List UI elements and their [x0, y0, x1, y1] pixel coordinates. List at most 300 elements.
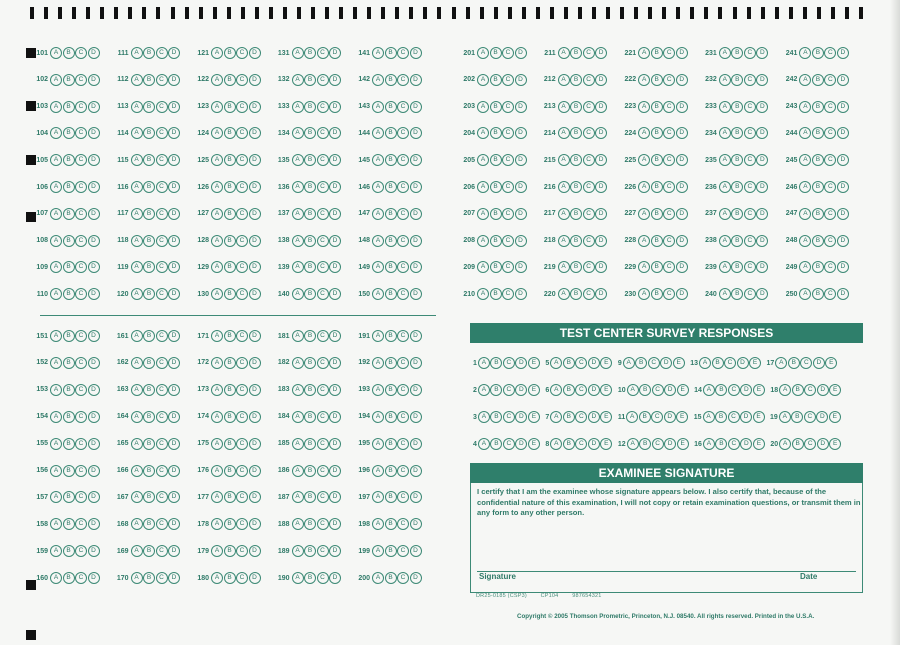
answer-bubble-c[interactable]: C	[236, 411, 248, 423]
answer-bubble-c[interactable]: C	[236, 261, 248, 273]
answer-bubble-c[interactable]: C	[583, 74, 595, 86]
answer-bubble-c[interactable]: C	[317, 208, 329, 220]
answer-bubble-c[interactable]: C	[824, 208, 836, 220]
answer-bubble-d[interactable]: D	[249, 261, 261, 273]
answer-bubble-b[interactable]: B	[63, 491, 75, 503]
survey-bubble-c[interactable]: C	[804, 438, 816, 450]
answer-bubble-b[interactable]: B	[490, 208, 502, 220]
answer-bubble-b[interactable]: B	[570, 288, 582, 300]
survey-bubble-b[interactable]: B	[563, 384, 575, 396]
survey-bubble-e[interactable]: E	[528, 411, 540, 423]
answer-bubble-d[interactable]: D	[410, 261, 422, 273]
answer-bubble-a[interactable]: A	[211, 235, 223, 247]
answer-bubble-b[interactable]: B	[731, 101, 743, 113]
answer-bubble-b[interactable]: B	[490, 154, 502, 166]
answer-bubble-c[interactable]: C	[236, 357, 248, 369]
answer-bubble-a[interactable]: A	[372, 545, 384, 557]
answer-bubble-c[interactable]: C	[397, 518, 409, 530]
answer-bubble-d[interactable]: D	[837, 101, 849, 113]
answer-bubble-d[interactable]: D	[168, 154, 180, 166]
answer-bubble-a[interactable]: A	[50, 518, 62, 530]
answer-bubble-a[interactable]: A	[211, 47, 223, 59]
answer-bubble-b[interactable]: B	[143, 47, 155, 59]
answer-bubble-b[interactable]: B	[143, 235, 155, 247]
answer-bubble-d[interactable]: D	[676, 74, 688, 86]
answer-bubble-b[interactable]: B	[812, 127, 824, 139]
answer-bubble-a[interactable]: A	[638, 288, 650, 300]
answer-bubble-d[interactable]: D	[329, 491, 341, 503]
answer-bubble-b[interactable]: B	[224, 518, 236, 530]
answer-bubble-d[interactable]: D	[676, 288, 688, 300]
answer-bubble-d[interactable]: D	[168, 384, 180, 396]
answer-bubble-b[interactable]: B	[570, 261, 582, 273]
answer-bubble-d[interactable]: D	[88, 208, 100, 220]
answer-bubble-c[interactable]: C	[744, 127, 756, 139]
answer-bubble-d[interactable]: D	[595, 101, 607, 113]
answer-bubble-d[interactable]: D	[88, 101, 100, 113]
answer-bubble-d[interactable]: D	[837, 47, 849, 59]
answer-bubble-a[interactable]: A	[50, 384, 62, 396]
answer-bubble-b[interactable]: B	[143, 288, 155, 300]
answer-bubble-a[interactable]: A	[638, 261, 650, 273]
answer-bubble-b[interactable]: B	[143, 518, 155, 530]
answer-bubble-d[interactable]: D	[595, 181, 607, 193]
answer-bubble-a[interactable]: A	[211, 101, 223, 113]
answer-bubble-d[interactable]: D	[249, 101, 261, 113]
answer-bubble-b[interactable]: B	[304, 518, 316, 530]
answer-bubble-a[interactable]: A	[638, 74, 650, 86]
answer-bubble-c[interactable]: C	[236, 127, 248, 139]
answer-bubble-c[interactable]: C	[317, 438, 329, 450]
answer-bubble-a[interactable]: A	[292, 261, 304, 273]
answer-bubble-a[interactable]: A	[131, 47, 143, 59]
survey-bubble-c[interactable]: C	[575, 438, 587, 450]
answer-bubble-c[interactable]: C	[75, 465, 87, 477]
answer-bubble-b[interactable]: B	[651, 101, 663, 113]
answer-bubble-c[interactable]: C	[317, 261, 329, 273]
answer-bubble-b[interactable]: B	[731, 154, 743, 166]
answer-bubble-d[interactable]: D	[410, 545, 422, 557]
answer-bubble-a[interactable]: A	[477, 181, 489, 193]
answer-bubble-c[interactable]: C	[583, 101, 595, 113]
answer-bubble-b[interactable]: B	[224, 261, 236, 273]
answer-bubble-a[interactable]: A	[372, 208, 384, 220]
answer-bubble-c[interactable]: C	[397, 261, 409, 273]
answer-bubble-a[interactable]: A	[477, 127, 489, 139]
answer-bubble-b[interactable]: B	[385, 74, 397, 86]
survey-bubble-e[interactable]: E	[829, 438, 841, 450]
answer-bubble-d[interactable]: D	[329, 288, 341, 300]
answer-bubble-c[interactable]: C	[502, 47, 514, 59]
answer-bubble-d[interactable]: D	[676, 235, 688, 247]
answer-bubble-c[interactable]: C	[75, 288, 87, 300]
answer-bubble-b[interactable]: B	[304, 127, 316, 139]
answer-bubble-a[interactable]: A	[131, 384, 143, 396]
survey-bubble-c[interactable]: C	[804, 384, 816, 396]
answer-bubble-a[interactable]: A	[558, 74, 570, 86]
answer-bubble-c[interactable]: C	[502, 235, 514, 247]
answer-bubble-c[interactable]: C	[156, 357, 168, 369]
answer-bubble-c[interactable]: C	[236, 288, 248, 300]
answer-bubble-c[interactable]: C	[75, 384, 87, 396]
answer-bubble-a[interactable]: A	[211, 181, 223, 193]
answer-bubble-c[interactable]: C	[317, 357, 329, 369]
answer-bubble-a[interactable]: A	[131, 545, 143, 557]
answer-bubble-b[interactable]: B	[143, 491, 155, 503]
answer-bubble-a[interactable]: A	[211, 572, 223, 584]
answer-bubble-a[interactable]: A	[50, 330, 62, 342]
answer-bubble-a[interactable]: A	[372, 518, 384, 530]
answer-bubble-c[interactable]: C	[156, 384, 168, 396]
answer-bubble-b[interactable]: B	[812, 288, 824, 300]
answer-bubble-d[interactable]: D	[410, 74, 422, 86]
answer-bubble-b[interactable]: B	[304, 288, 316, 300]
answer-bubble-a[interactable]: A	[50, 181, 62, 193]
answer-bubble-a[interactable]: A	[211, 208, 223, 220]
answer-bubble-d[interactable]: D	[756, 101, 768, 113]
answer-bubble-c[interactable]: C	[236, 47, 248, 59]
answer-bubble-c[interactable]: C	[317, 288, 329, 300]
survey-bubble-a[interactable]: A	[627, 384, 639, 396]
answer-bubble-b[interactable]: B	[143, 411, 155, 423]
answer-bubble-d[interactable]: D	[515, 154, 527, 166]
answer-bubble-b[interactable]: B	[651, 74, 663, 86]
answer-bubble-d[interactable]: D	[88, 235, 100, 247]
answer-bubble-c[interactable]: C	[75, 181, 87, 193]
answer-bubble-d[interactable]: D	[88, 465, 100, 477]
answer-bubble-d[interactable]: D	[676, 127, 688, 139]
survey-bubble-e[interactable]: E	[753, 384, 765, 396]
answer-bubble-b[interactable]: B	[63, 74, 75, 86]
answer-bubble-a[interactable]: A	[799, 208, 811, 220]
answer-bubble-a[interactable]: A	[558, 261, 570, 273]
answer-bubble-d[interactable]: D	[515, 261, 527, 273]
answer-bubble-c[interactable]: C	[583, 181, 595, 193]
answer-bubble-a[interactable]: A	[131, 411, 143, 423]
answer-bubble-a[interactable]: A	[131, 74, 143, 86]
answer-bubble-c[interactable]: C	[156, 465, 168, 477]
answer-bubble-d[interactable]: D	[410, 357, 422, 369]
survey-bubble-e[interactable]: E	[753, 411, 765, 423]
answer-bubble-d[interactable]: D	[756, 208, 768, 220]
answer-bubble-c[interactable]: C	[397, 47, 409, 59]
answer-bubble-a[interactable]: A	[50, 101, 62, 113]
answer-bubble-c[interactable]: C	[824, 47, 836, 59]
answer-bubble-b[interactable]: B	[63, 545, 75, 557]
answer-bubble-d[interactable]: D	[329, 101, 341, 113]
answer-bubble-c[interactable]: C	[824, 235, 836, 247]
answer-bubble-a[interactable]: A	[211, 491, 223, 503]
answer-bubble-c[interactable]: C	[397, 357, 409, 369]
answer-bubble-b[interactable]: B	[812, 208, 824, 220]
answer-bubble-a[interactable]: A	[372, 465, 384, 477]
survey-bubble-a[interactable]: A	[550, 357, 562, 369]
answer-bubble-b[interactable]: B	[224, 127, 236, 139]
answer-bubble-a[interactable]: A	[719, 261, 731, 273]
answer-bubble-c[interactable]: C	[317, 572, 329, 584]
answer-bubble-b[interactable]: B	[143, 357, 155, 369]
survey-bubble-b[interactable]: B	[639, 438, 651, 450]
survey-bubble-a[interactable]: A	[703, 384, 715, 396]
answer-bubble-d[interactable]: D	[410, 465, 422, 477]
answer-bubble-d[interactable]: D	[329, 357, 341, 369]
answer-bubble-d[interactable]: D	[168, 181, 180, 193]
answer-bubble-a[interactable]: A	[292, 545, 304, 557]
answer-bubble-a[interactable]: A	[558, 101, 570, 113]
answer-bubble-a[interactable]: A	[211, 154, 223, 166]
answer-bubble-b[interactable]: B	[304, 330, 316, 342]
answer-bubble-b[interactable]: B	[143, 572, 155, 584]
answer-bubble-c[interactable]: C	[75, 438, 87, 450]
answer-bubble-b[interactable]: B	[651, 154, 663, 166]
answer-bubble-a[interactable]: A	[719, 181, 731, 193]
answer-bubble-a[interactable]: A	[50, 127, 62, 139]
answer-bubble-d[interactable]: D	[329, 518, 341, 530]
survey-bubble-d[interactable]: D	[737, 357, 749, 369]
answer-bubble-a[interactable]: A	[131, 181, 143, 193]
answer-bubble-b[interactable]: B	[304, 208, 316, 220]
survey-bubble-a[interactable]: A	[478, 357, 490, 369]
answer-bubble-b[interactable]: B	[143, 208, 155, 220]
answer-bubble-c[interactable]: C	[317, 101, 329, 113]
answer-bubble-a[interactable]: A	[211, 74, 223, 86]
answer-bubble-a[interactable]: A	[131, 438, 143, 450]
answer-bubble-a[interactable]: A	[292, 357, 304, 369]
answer-bubble-b[interactable]: B	[385, 288, 397, 300]
answer-bubble-c[interactable]: C	[236, 74, 248, 86]
answer-bubble-d[interactable]: D	[168, 261, 180, 273]
answer-bubble-c[interactable]: C	[236, 491, 248, 503]
answer-bubble-c[interactable]: C	[236, 101, 248, 113]
answer-bubble-c[interactable]: C	[317, 411, 329, 423]
answer-bubble-a[interactable]: A	[292, 154, 304, 166]
answer-bubble-b[interactable]: B	[651, 208, 663, 220]
answer-bubble-b[interactable]: B	[570, 127, 582, 139]
answer-bubble-a[interactable]: A	[638, 208, 650, 220]
answer-bubble-b[interactable]: B	[224, 208, 236, 220]
answer-bubble-b[interactable]: B	[224, 357, 236, 369]
answer-bubble-b[interactable]: B	[224, 235, 236, 247]
answer-bubble-c[interactable]: C	[663, 101, 675, 113]
answer-bubble-c[interactable]: C	[397, 465, 409, 477]
survey-bubble-e[interactable]: E	[528, 357, 540, 369]
answer-bubble-d[interactable]: D	[410, 288, 422, 300]
answer-bubble-d[interactable]: D	[676, 261, 688, 273]
answer-bubble-d[interactable]: D	[168, 518, 180, 530]
survey-bubble-a[interactable]: A	[779, 438, 791, 450]
survey-bubble-c[interactable]: C	[575, 411, 587, 423]
answer-bubble-a[interactable]: A	[292, 288, 304, 300]
answer-bubble-d[interactable]: D	[249, 127, 261, 139]
answer-bubble-b[interactable]: B	[224, 330, 236, 342]
answer-bubble-c[interactable]: C	[397, 491, 409, 503]
survey-bubble-d[interactable]: D	[515, 438, 527, 450]
answer-bubble-a[interactable]: A	[211, 357, 223, 369]
survey-bubble-c[interactable]: C	[652, 438, 664, 450]
answer-bubble-c[interactable]: C	[397, 74, 409, 86]
answer-bubble-b[interactable]: B	[385, 261, 397, 273]
answer-bubble-a[interactable]: A	[292, 181, 304, 193]
survey-bubble-a[interactable]: A	[779, 411, 791, 423]
answer-bubble-d[interactable]: D	[837, 261, 849, 273]
answer-bubble-b[interactable]: B	[63, 261, 75, 273]
answer-bubble-c[interactable]: C	[75, 572, 87, 584]
answer-bubble-a[interactable]: A	[799, 154, 811, 166]
answer-bubble-a[interactable]: A	[211, 384, 223, 396]
answer-bubble-d[interactable]: D	[837, 288, 849, 300]
answer-bubble-b[interactable]: B	[385, 572, 397, 584]
answer-bubble-d[interactable]: D	[249, 181, 261, 193]
answer-bubble-b[interactable]: B	[570, 101, 582, 113]
answer-bubble-c[interactable]: C	[397, 181, 409, 193]
answer-bubble-c[interactable]: C	[75, 101, 87, 113]
survey-bubble-a[interactable]: A	[623, 357, 635, 369]
answer-bubble-c[interactable]: C	[156, 491, 168, 503]
answer-bubble-c[interactable]: C	[156, 572, 168, 584]
answer-bubble-b[interactable]: B	[224, 411, 236, 423]
answer-bubble-b[interactable]: B	[143, 261, 155, 273]
answer-bubble-b[interactable]: B	[63, 127, 75, 139]
answer-bubble-b[interactable]: B	[304, 572, 316, 584]
answer-bubble-b[interactable]: B	[143, 330, 155, 342]
answer-bubble-c[interactable]: C	[75, 47, 87, 59]
answer-bubble-c[interactable]: C	[502, 127, 514, 139]
answer-bubble-b[interactable]: B	[224, 438, 236, 450]
answer-bubble-d[interactable]: D	[756, 235, 768, 247]
survey-bubble-b[interactable]: B	[715, 438, 727, 450]
answer-bubble-a[interactable]: A	[372, 438, 384, 450]
answer-bubble-c[interactable]: C	[824, 261, 836, 273]
answer-bubble-a[interactable]: A	[292, 491, 304, 503]
answer-bubble-b[interactable]: B	[143, 465, 155, 477]
answer-bubble-b[interactable]: B	[731, 127, 743, 139]
survey-bubble-d[interactable]: D	[740, 384, 752, 396]
answer-bubble-d[interactable]: D	[410, 208, 422, 220]
answer-bubble-b[interactable]: B	[304, 181, 316, 193]
answer-bubble-a[interactable]: A	[292, 208, 304, 220]
answer-bubble-d[interactable]: D	[595, 47, 607, 59]
answer-bubble-c[interactable]: C	[663, 154, 675, 166]
survey-bubble-b[interactable]: B	[715, 384, 727, 396]
answer-bubble-a[interactable]: A	[50, 572, 62, 584]
answer-bubble-b[interactable]: B	[143, 127, 155, 139]
survey-bubble-c[interactable]: C	[804, 411, 816, 423]
answer-bubble-c[interactable]: C	[317, 545, 329, 557]
answer-bubble-a[interactable]: A	[211, 288, 223, 300]
answer-bubble-c[interactable]: C	[744, 261, 756, 273]
answer-bubble-c[interactable]: C	[502, 101, 514, 113]
answer-bubble-d[interactable]: D	[249, 74, 261, 86]
answer-bubble-d[interactable]: D	[595, 74, 607, 86]
answer-bubble-c[interactable]: C	[744, 235, 756, 247]
survey-bubble-d[interactable]: D	[515, 357, 527, 369]
answer-bubble-d[interactable]: D	[410, 101, 422, 113]
answer-bubble-d[interactable]: D	[756, 74, 768, 86]
answer-bubble-d[interactable]: D	[515, 235, 527, 247]
answer-bubble-b[interactable]: B	[490, 101, 502, 113]
answer-bubble-b[interactable]: B	[570, 181, 582, 193]
answer-bubble-d[interactable]: D	[329, 127, 341, 139]
answer-bubble-d[interactable]: D	[329, 438, 341, 450]
answer-bubble-c[interactable]: C	[156, 127, 168, 139]
answer-bubble-d[interactable]: D	[88, 438, 100, 450]
survey-bubble-e[interactable]: E	[829, 384, 841, 396]
survey-bubble-a[interactable]: A	[627, 438, 639, 450]
answer-bubble-d[interactable]: D	[329, 235, 341, 247]
answer-bubble-c[interactable]: C	[236, 181, 248, 193]
answer-bubble-b[interactable]: B	[731, 235, 743, 247]
answer-bubble-d[interactable]: D	[249, 357, 261, 369]
survey-bubble-c[interactable]: C	[575, 384, 587, 396]
answer-bubble-d[interactable]: D	[168, 357, 180, 369]
answer-bubble-a[interactable]: A	[719, 127, 731, 139]
answer-bubble-d[interactable]: D	[410, 491, 422, 503]
answer-bubble-c[interactable]: C	[236, 235, 248, 247]
answer-bubble-a[interactable]: A	[50, 288, 62, 300]
answer-bubble-c[interactable]: C	[317, 181, 329, 193]
answer-bubble-d[interactable]: D	[595, 208, 607, 220]
answer-bubble-d[interactable]: D	[676, 101, 688, 113]
answer-bubble-a[interactable]: A	[131, 330, 143, 342]
answer-bubble-d[interactable]: D	[410, 572, 422, 584]
answer-bubble-c[interactable]: C	[397, 208, 409, 220]
answer-bubble-b[interactable]: B	[385, 330, 397, 342]
answer-bubble-d[interactable]: D	[756, 261, 768, 273]
answer-bubble-d[interactable]: D	[410, 330, 422, 342]
survey-bubble-e[interactable]: E	[677, 438, 689, 450]
answer-bubble-d[interactable]: D	[249, 47, 261, 59]
answer-bubble-d[interactable]: D	[676, 208, 688, 220]
answer-bubble-a[interactable]: A	[50, 545, 62, 557]
answer-bubble-c[interactable]: C	[663, 235, 675, 247]
answer-bubble-a[interactable]: A	[292, 330, 304, 342]
answer-bubble-d[interactable]: D	[88, 181, 100, 193]
survey-bubble-e[interactable]: E	[749, 357, 761, 369]
answer-bubble-c[interactable]: C	[317, 384, 329, 396]
answer-bubble-c[interactable]: C	[583, 235, 595, 247]
answer-bubble-b[interactable]: B	[63, 384, 75, 396]
answer-bubble-c[interactable]: C	[317, 154, 329, 166]
answer-bubble-a[interactable]: A	[50, 154, 62, 166]
answer-bubble-a[interactable]: A	[372, 411, 384, 423]
survey-bubble-b[interactable]: B	[490, 357, 502, 369]
answer-bubble-d[interactable]: D	[595, 154, 607, 166]
answer-bubble-b[interactable]: B	[63, 101, 75, 113]
answer-bubble-c[interactable]: C	[236, 545, 248, 557]
survey-bubble-a[interactable]: A	[626, 411, 638, 423]
answer-bubble-c[interactable]: C	[744, 181, 756, 193]
survey-bubble-c[interactable]: C	[800, 357, 812, 369]
answer-bubble-d[interactable]: D	[676, 154, 688, 166]
answer-bubble-a[interactable]: A	[558, 235, 570, 247]
answer-bubble-c[interactable]: C	[236, 208, 248, 220]
survey-bubble-d[interactable]: D	[664, 384, 676, 396]
answer-bubble-c[interactable]: C	[744, 101, 756, 113]
answer-bubble-d[interactable]: D	[168, 330, 180, 342]
answer-bubble-a[interactable]: A	[372, 261, 384, 273]
answer-bubble-c[interactable]: C	[156, 181, 168, 193]
survey-bubble-b[interactable]: B	[639, 411, 651, 423]
answer-bubble-c[interactable]: C	[663, 47, 675, 59]
answer-bubble-b[interactable]: B	[304, 357, 316, 369]
answer-bubble-d[interactable]: D	[756, 154, 768, 166]
answer-bubble-d[interactable]: D	[329, 545, 341, 557]
answer-bubble-c[interactable]: C	[397, 101, 409, 113]
answer-bubble-d[interactable]: D	[249, 411, 261, 423]
answer-bubble-a[interactable]: A	[131, 261, 143, 273]
answer-bubble-a[interactable]: A	[638, 101, 650, 113]
answer-bubble-b[interactable]: B	[63, 438, 75, 450]
